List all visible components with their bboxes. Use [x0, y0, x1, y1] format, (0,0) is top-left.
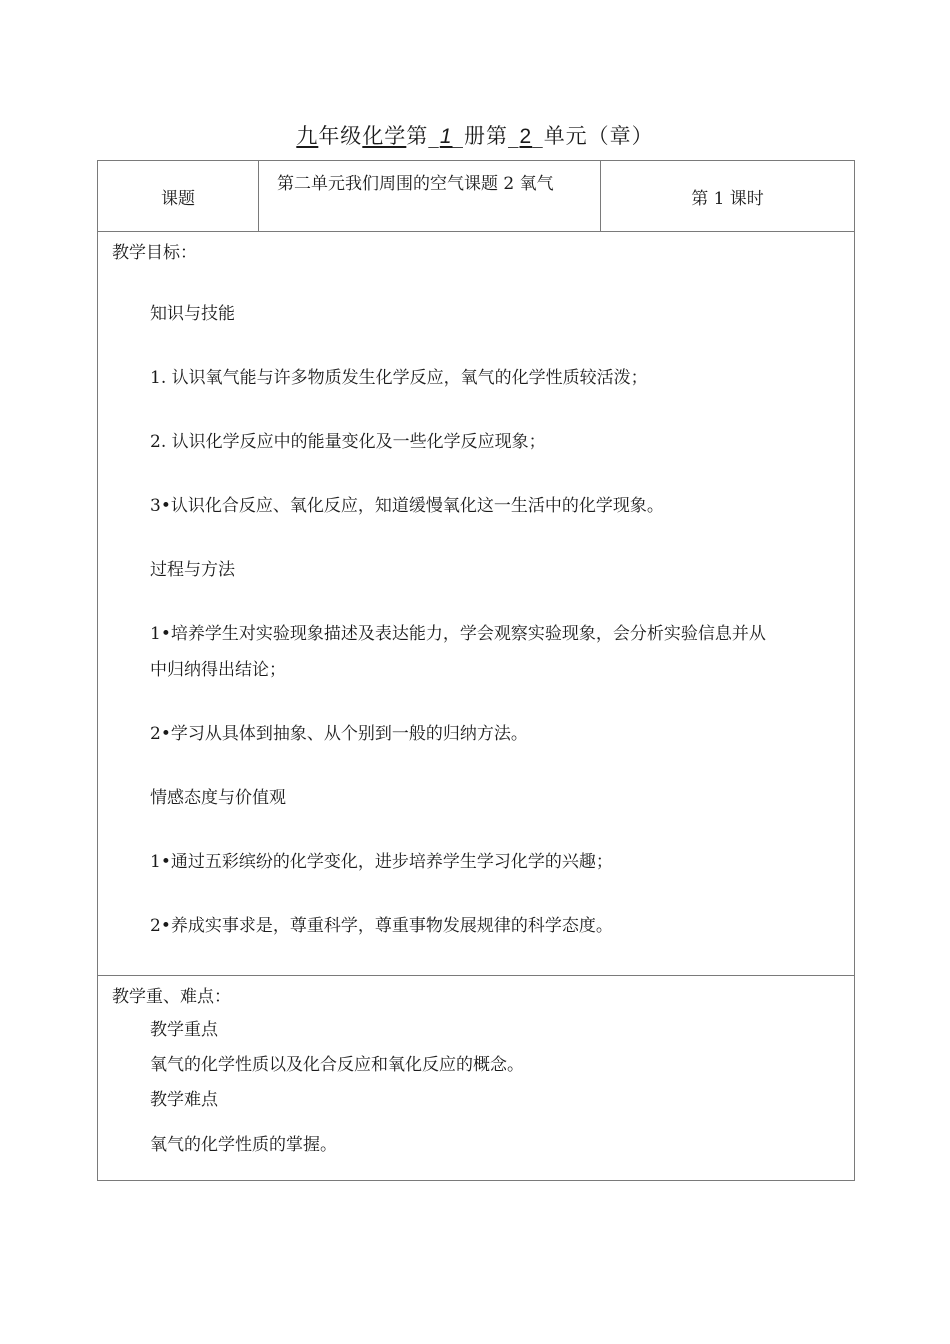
focus-title: 教学重点 [150, 1020, 218, 1040]
objective-item: 2•养成实事求是，尊重科学，尊重事物发展规律的科学态度。 [150, 916, 613, 936]
objective-item: 3•认识化合反应、氧化反应，知道缓慢氧化这一生活中的化学现象。 [150, 496, 664, 516]
objective-item: 2•学习从具体到抽象、从个别到一般的归纳方法。 [150, 724, 528, 744]
key-points-cell [98, 976, 855, 1181]
topic-cell [259, 161, 601, 232]
key-points-heading: 教学重、难点： [112, 987, 231, 1007]
book-number: 1 [439, 125, 453, 148]
section-title-attitude: 情感态度与价值观 [150, 788, 286, 808]
topic-label-cell [98, 161, 259, 232]
topic-label: 课题 [161, 188, 195, 209]
objective-item-continuation: 中归纳得出结论； [150, 660, 286, 680]
objectives-row [98, 232, 855, 976]
unit-number: 2 [519, 125, 533, 148]
section-title-knowledge: 知识与技能 [150, 304, 235, 324]
key-points-row [98, 976, 855, 1181]
difficulty-title: 教学难点 [150, 1090, 218, 1110]
difficulty-text: 氧气的化学性质的掌握。 [150, 1135, 337, 1155]
objectives-cell [98, 232, 855, 976]
unit-suffix: _单元（章） [532, 124, 654, 148]
objective-item: 2. 认识化学反应中的能量变化及一些化学反应现象； [150, 432, 546, 452]
objective-item: 1. 认识氧气能与许多物质发生化学反应，氧气的化学性质较活泼； [150, 368, 648, 388]
grade-value: 九 [296, 124, 319, 148]
header-row [98, 161, 855, 232]
period-cell [601, 161, 855, 232]
objectives-heading: 教学目标： [112, 243, 197, 263]
page-title [0, 120, 950, 150]
book-suffix: _册第_ [452, 124, 520, 148]
section-title-process: 过程与方法 [150, 560, 235, 580]
objective-item: 1•通过五彩缤纷的化学变化，进步培养学生学习化学的兴趣； [150, 852, 613, 872]
grade-suffix: 年级 [318, 124, 363, 148]
book-prefix: 第_ [406, 124, 440, 148]
subject-value: 化学 [362, 124, 407, 148]
period-text: 第 1 课时 [691, 188, 764, 209]
lesson-plan-table [97, 160, 855, 1181]
focus-text: 氧气的化学性质以及化合反应和氧化反应的概念。 [150, 1055, 524, 1075]
objective-item: 1•培养学生对实验现象描述及表达能力，学会观察实验现象，会分析实验信息并从 [150, 624, 766, 644]
topic-title: 第二单元我们周围的空气课题 2 氧气 [277, 174, 554, 194]
